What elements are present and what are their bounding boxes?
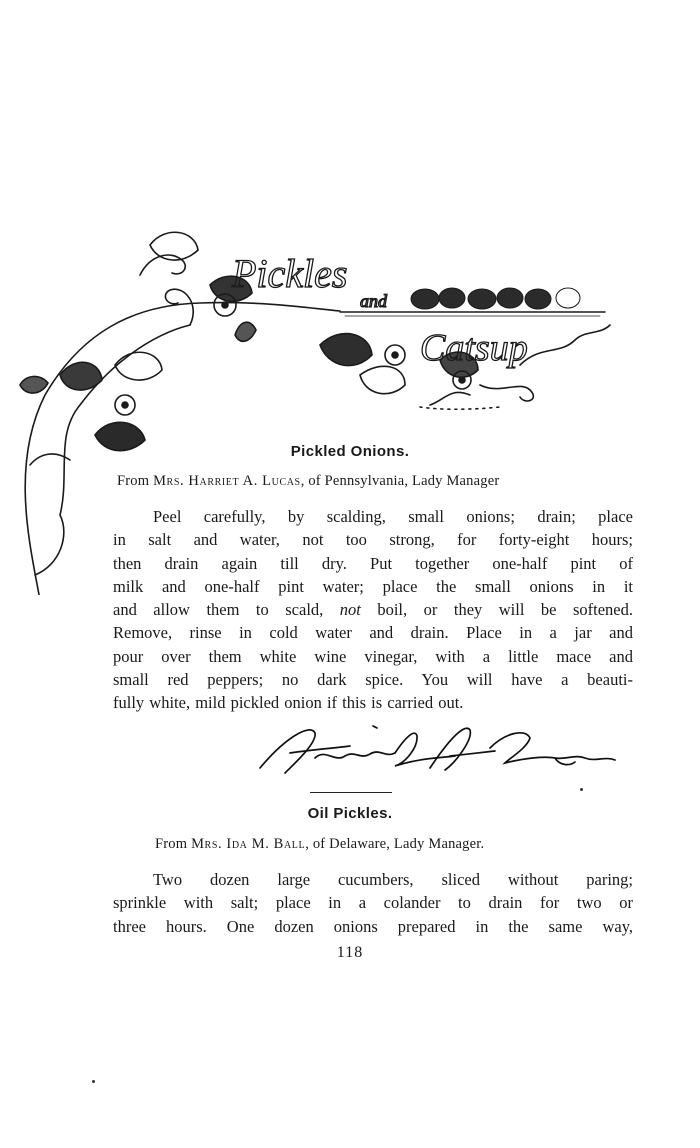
- text-line: Remove, rinse in cold water and drain. Place in a jar and: [113, 623, 633, 643]
- recipe-byline-ball: [155, 836, 484, 853]
- byline-contributor-name: Mrs. Harriet A. Lucas: [153, 473, 301, 489]
- recipe-body-oil-pickles: [113, 868, 633, 938]
- svg-text:and: and: [360, 291, 387, 311]
- section-divider-rule: [310, 792, 392, 793]
- italic-emphasis: not: [339, 600, 361, 620]
- svg-text:Catsup: Catsup: [420, 327, 528, 369]
- byline-prefix: From: [155, 836, 188, 852]
- recipe-title-pickled-onions: Pickled Onions.: [290, 443, 410, 460]
- byline-suffix: , of Pennsylvania, Lady Manager: [300, 473, 500, 489]
- print-speck: [580, 788, 583, 791]
- text-line: sprinkle with salt; place in a colander to drain for two or: [113, 893, 633, 913]
- text-fragment: boil, or they will be softened.: [360, 600, 633, 620]
- byline-prefix: From: [117, 473, 150, 489]
- page-number: 118: [336, 944, 364, 961]
- text-line: pour over them white wine vinegar, with a little mace and: [113, 646, 633, 666]
- byline-contributor-name: Mrs. Ida M. Ball: [191, 836, 306, 852]
- svg-text:Pickles: Pickles: [232, 251, 348, 296]
- text-line: [113, 598, 633, 621]
- recipe-body-pickled-onions: [113, 505, 633, 715]
- recipe-byline-lucas: [117, 473, 499, 490]
- print-speck: [92, 1080, 95, 1083]
- text-line: Peel carefully, by scalding, small onions; drain; place: [153, 507, 633, 526]
- text-line: in salt and water, not too strong, for forty-eight hours;: [113, 530, 633, 550]
- byline-suffix: , of Delaware, Lady Manager.: [305, 836, 485, 852]
- recipe-title-oil-pickles: Oil Pickles.: [307, 805, 393, 822]
- handwritten-signature: [255, 718, 620, 798]
- text-fragment: and allow them to scald,: [113, 600, 340, 620]
- text-line: fully white, mild pickled onion if this is carried out.: [113, 693, 464, 713]
- text-line: small red peppers; no dark spice. You will have a beauti-: [113, 670, 633, 690]
- text-line: then drain again till dry. Put together one-half pint of: [113, 553, 633, 573]
- text-line: three hours. One dozen onions prepared in the same way,: [113, 916, 633, 936]
- text-line: Two dozen large cucumbers, sliced without paring;: [153, 870, 633, 889]
- text-line: milk and one-half pint water; place the small onions in it: [113, 576, 633, 596]
